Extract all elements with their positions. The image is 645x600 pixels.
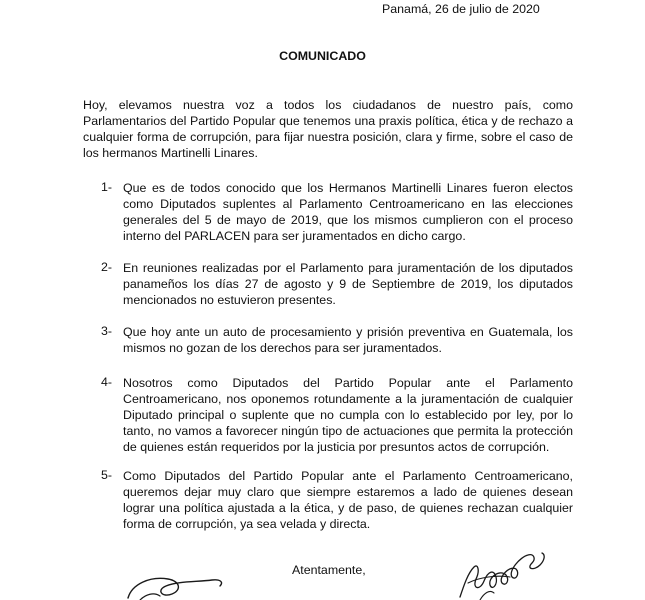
- handwritten-signature-icon: [450, 547, 560, 600]
- item-text: Nosotros como Diputados del Partido Popular ante el Parlamento Centroamericano, nos oponemos rotundamente a la juramentación de cualquier Diputado principal o suplente que no cumpla con lo establecido por ley, por lo tanto, no vamos a favorecer ningún tipo de actuaciones que permita la protección de quienes están requeridos por la justicia por presuntos actos de corrupción.: [123, 376, 573, 454]
- item-text: Que es de todos conocido que los Hermanos Martinelli Linares fueron electos como Diputados suplentes al Parlamento Centroamericano en las elecciones generales del 5 de mayo de 2019, que los mismos cumplieron con el proceso interno del PARLACEN para ser juramentados en dicho cargo.: [123, 181, 573, 243]
- item-text: Que hoy ante un auto de procesamiento y prisión preventiva en Guatemala, los mismos no gozan de los derechos para ser juramentados.: [123, 325, 573, 355]
- closing-salutation: Atentamente,: [292, 563, 366, 577]
- date-line: Panamá, 26 de julio de 2020: [382, 2, 540, 16]
- item-text: Como Diputados del Partido Popular ante el Parlamento Centroamericano, queremos dejar muy claro que siempre estaremos a lado de quienes desean lograr una política ajustada a la ética, y de paso, de quienes rechazan cualquier forma de corrupción, ya sea velada y directa.: [123, 469, 573, 531]
- item-number: 4-: [101, 375, 113, 389]
- item-number: 3-: [101, 324, 113, 338]
- item-number: 5-: [101, 468, 113, 482]
- item-text: En reuniones realizadas por el Parlamento para juramentación de los diputados panameños los días 27 de agosto y 9 de Septiembre de 2019, los diputados mencionados no estuvieron presentes.: [123, 261, 573, 307]
- handwritten-signature-icon: [120, 570, 230, 600]
- document-title: COMUNICADO: [279, 49, 366, 63]
- item-number: 2-: [101, 260, 113, 274]
- intro-paragraph: Hoy, elevamos nuestra voz a todos los ciudadanos de nuestro país, como Parlamentarios del Partido Popular que tenemos una praxis política, ética y de rechazo a cualquier forma de corrupción, para fijar nuestra posición, clara y firme, sobre el caso de los hermanos Martinelli Linares.: [83, 98, 573, 160]
- item-number: 1-: [101, 180, 113, 194]
